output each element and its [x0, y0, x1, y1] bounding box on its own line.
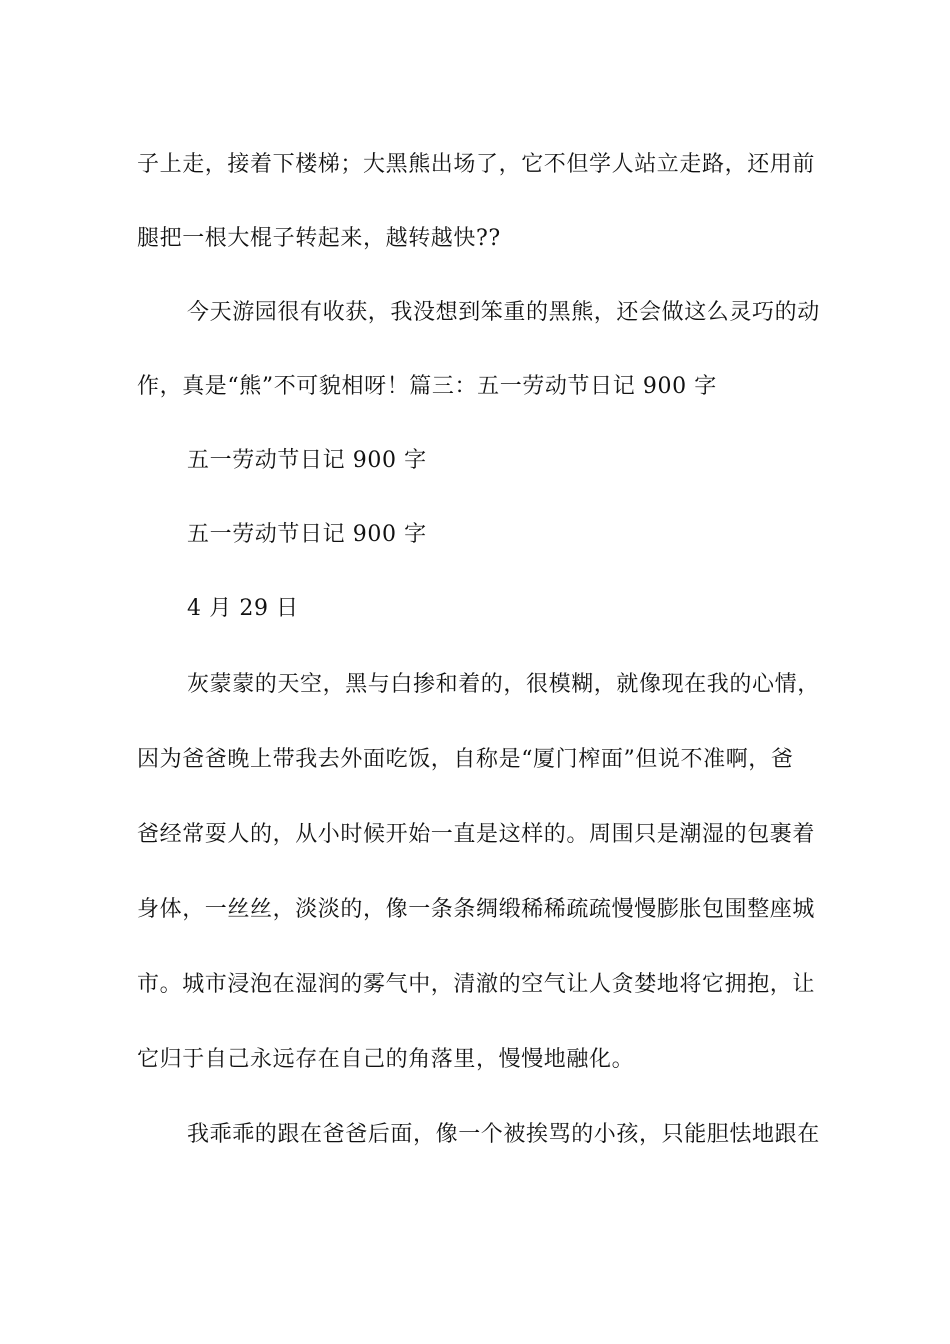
- text-line: 因为爸爸晚上带我去外面吃饭，自称是“厦门榨面”但说不准啊，爸: [137, 747, 794, 772]
- diary-date: 4 月 29 日: [187, 596, 299, 621]
- text-line: 腿把一根大棍子转起来，越转越快??: [137, 226, 501, 251]
- text-line: 它归于自己永远存在自己的角落里，慢慢地融化。: [137, 1047, 635, 1072]
- section-heading: 五一劳动节日记 900 字: [187, 522, 427, 547]
- text-line: 子上走，接着下楼梯；大黑熊出场了，它不但学人站立走路，还用前: [137, 152, 816, 177]
- text-line: 作，真是“熊”不可貌相呀！篇三：五一劳动节日记 900 字: [137, 374, 717, 399]
- paragraph-first-line: 我乖乖的跟在爸爸后面，像一个被挨骂的小孩，只能胆怯地跟在: [187, 1122, 820, 1147]
- text-line: 市。城市浸泡在湿润的雾气中，清澈的空气让人贪婪地将它拥抱，让: [137, 972, 816, 997]
- text-line: 爸经常耍人的，从小时候开始一直是这样的。周围只是潮湿的包裹着: [137, 822, 816, 847]
- paragraph-first-line: 今天游园很有收获，我没想到笨重的黑熊，还会做这么灵巧的动: [187, 300, 820, 325]
- section-heading: 五一劳动节日记 900 字: [187, 448, 427, 473]
- paragraph-first-line: 灰蒙蒙的天空，黑与白掺和着的，很模糊，就像现在我的心情，: [187, 672, 820, 697]
- text-line: 身体，一丝丝，淡淡的，像一条条绸缎稀稀疏疏慢慢膨胀包围整座城: [137, 897, 816, 922]
